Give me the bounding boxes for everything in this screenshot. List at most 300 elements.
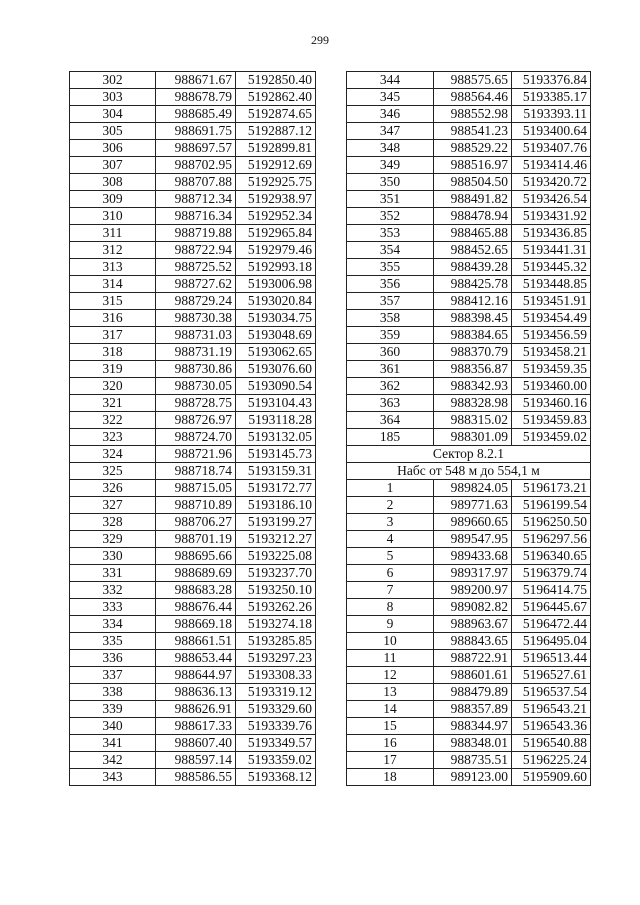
x-coordinate-cell: 988636.13 [156, 684, 236, 701]
point-number-cell: 13 [347, 684, 434, 701]
point-number-cell: 18 [347, 769, 434, 786]
y-coordinate-cell: 5193441.31 [512, 242, 591, 259]
point-number-cell: 356 [347, 276, 434, 293]
x-coordinate-cell: 988479.89 [434, 684, 512, 701]
y-coordinate-cell: 5193460.00 [512, 378, 591, 395]
x-coordinate-cell: 988412.16 [434, 293, 512, 310]
x-coordinate-cell: 988607.40 [156, 735, 236, 752]
point-number-cell: 12 [347, 667, 434, 684]
y-coordinate-cell: 5192979.46 [236, 242, 316, 259]
table-row [70, 650, 316, 667]
x-coordinate-cell: 988730.05 [156, 378, 236, 395]
table-row [347, 106, 591, 123]
y-coordinate-cell: 5193349.57 [236, 735, 316, 752]
y-coordinate-cell: 5193118.28 [236, 412, 316, 429]
table-row [347, 327, 591, 344]
y-coordinate-cell: 5192952.34 [236, 208, 316, 225]
x-coordinate-cell: 988575.65 [434, 72, 512, 89]
table-row [70, 667, 316, 684]
table-row [70, 310, 316, 327]
x-coordinate-cell: 988735.51 [434, 752, 512, 769]
y-coordinate-cell: 5193459.02 [512, 429, 591, 446]
table-row [70, 106, 316, 123]
table-row [70, 582, 316, 599]
x-coordinate-cell: 988722.94 [156, 242, 236, 259]
y-coordinate-cell: 5196495.04 [512, 633, 591, 650]
point-number-cell: 311 [70, 225, 156, 242]
x-coordinate-cell: 988702.95 [156, 157, 236, 174]
table-row [70, 633, 316, 650]
point-number-cell: 321 [70, 395, 156, 412]
point-number-cell: 350 [347, 174, 434, 191]
table-row [70, 276, 316, 293]
table-row [347, 429, 591, 446]
point-number-cell: 348 [347, 140, 434, 157]
x-coordinate-cell: 988695.66 [156, 548, 236, 565]
x-coordinate-cell: 988726.97 [156, 412, 236, 429]
y-coordinate-cell: 5193456.59 [512, 327, 591, 344]
x-coordinate-cell: 988504.50 [434, 174, 512, 191]
point-number-cell: 330 [70, 548, 156, 565]
y-coordinate-cell: 5193225.08 [236, 548, 316, 565]
y-coordinate-cell: 5193237.70 [236, 565, 316, 582]
table-row [70, 259, 316, 276]
table-row [347, 208, 591, 225]
table-row [347, 565, 591, 582]
y-coordinate-cell: 5193459.35 [512, 361, 591, 378]
table-row [70, 701, 316, 718]
table-row [347, 276, 591, 293]
point-number-cell: 328 [70, 514, 156, 531]
table-row [347, 72, 591, 89]
table-row [70, 208, 316, 225]
y-coordinate-cell: 5193448.85 [512, 276, 591, 293]
table-row [347, 769, 591, 786]
table-row [347, 735, 591, 752]
x-coordinate-cell: 988626.91 [156, 701, 236, 718]
point-number-cell: 351 [347, 191, 434, 208]
x-coordinate-cell: 988719.88 [156, 225, 236, 242]
y-coordinate-cell: 5193436.85 [512, 225, 591, 242]
table-row [347, 531, 591, 548]
y-coordinate-cell: 5193458.21 [512, 344, 591, 361]
table-row [70, 140, 316, 157]
section-header-row [347, 446, 591, 463]
table-row [70, 769, 316, 786]
point-number-cell: 344 [347, 72, 434, 89]
x-coordinate-cell: 988716.34 [156, 208, 236, 225]
table-row [70, 191, 316, 208]
x-coordinate-cell: 988617.33 [156, 718, 236, 735]
point-number-cell: 8 [347, 599, 434, 616]
y-coordinate-cell: 5193407.76 [512, 140, 591, 157]
point-number-cell: 10 [347, 633, 434, 650]
point-number-cell: 309 [70, 191, 156, 208]
point-number-cell: 336 [70, 650, 156, 667]
table-row [347, 259, 591, 276]
point-number-cell: 310 [70, 208, 156, 225]
y-coordinate-cell: 5193414.46 [512, 157, 591, 174]
y-coordinate-cell: 5193319.12 [236, 684, 316, 701]
table-row [70, 361, 316, 378]
y-coordinate-cell: 5193048.69 [236, 327, 316, 344]
point-number-cell: 14 [347, 701, 434, 718]
y-coordinate-cell: 5196472.44 [512, 616, 591, 633]
y-coordinate-cell: 5196543.21 [512, 701, 591, 718]
y-coordinate-cell: 5193172.77 [236, 480, 316, 497]
x-coordinate-cell: 988718.74 [156, 463, 236, 480]
table-row [347, 684, 591, 701]
x-coordinate-cell: 988724.70 [156, 429, 236, 446]
y-coordinate-cell: 5192850.40 [236, 72, 316, 89]
table-row [70, 395, 316, 412]
table-row [347, 293, 591, 310]
table-row [347, 378, 591, 395]
table-row [70, 412, 316, 429]
table-row [70, 293, 316, 310]
x-coordinate-cell: 989547.95 [434, 531, 512, 548]
point-number-cell: 313 [70, 259, 156, 276]
y-coordinate-cell: 5192862.40 [236, 89, 316, 106]
x-coordinate-cell: 988843.65 [434, 633, 512, 650]
x-coordinate-cell: 988701.19 [156, 531, 236, 548]
y-coordinate-cell: 5193420.72 [512, 174, 591, 191]
table-row [70, 565, 316, 582]
y-coordinate-cell: 5196540.88 [512, 735, 591, 752]
point-number-cell: 6 [347, 565, 434, 582]
x-coordinate-cell: 989200.97 [434, 582, 512, 599]
table-row [347, 123, 591, 140]
table-row [347, 752, 591, 769]
table-row [70, 463, 316, 480]
y-coordinate-cell: 5196414.75 [512, 582, 591, 599]
point-number-cell: 17 [347, 752, 434, 769]
point-number-cell: 334 [70, 616, 156, 633]
y-coordinate-cell: 5196527.61 [512, 667, 591, 684]
point-number-cell: 9 [347, 616, 434, 633]
x-coordinate-cell: 988301.09 [434, 429, 512, 446]
y-coordinate-cell: 5192993.18 [236, 259, 316, 276]
x-coordinate-cell: 988529.22 [434, 140, 512, 157]
table-row [70, 378, 316, 395]
table-row [70, 446, 316, 463]
table-row [347, 667, 591, 684]
y-coordinate-cell: 5193393.11 [512, 106, 591, 123]
table-row [70, 157, 316, 174]
table-row [347, 616, 591, 633]
x-coordinate-cell: 988552.98 [434, 106, 512, 123]
table-row [70, 89, 316, 106]
y-coordinate-cell: 5193359.02 [236, 752, 316, 769]
point-number-cell: 333 [70, 599, 156, 616]
table-row [347, 599, 591, 616]
point-number-cell: 11 [347, 650, 434, 667]
x-coordinate-cell: 988541.23 [434, 123, 512, 140]
point-number-cell: 325 [70, 463, 156, 480]
y-coordinate-cell: 5192965.84 [236, 225, 316, 242]
point-number-cell: 339 [70, 701, 156, 718]
table-row [70, 599, 316, 616]
x-coordinate-cell: 988586.55 [156, 769, 236, 786]
point-number-cell: 362 [347, 378, 434, 395]
y-coordinate-cell: 5196543.36 [512, 718, 591, 735]
point-number-cell: 307 [70, 157, 156, 174]
table-row [347, 412, 591, 429]
x-coordinate-cell: 988348.01 [434, 735, 512, 752]
y-coordinate-cell: 5193297.23 [236, 650, 316, 667]
coordinates-table-left [69, 71, 316, 786]
x-coordinate-cell: 988601.61 [434, 667, 512, 684]
x-coordinate-cell: 988731.19 [156, 344, 236, 361]
x-coordinate-cell: 988963.67 [434, 616, 512, 633]
x-coordinate-cell: 988730.38 [156, 310, 236, 327]
point-number-cell: 7 [347, 582, 434, 599]
table-row [70, 684, 316, 701]
x-coordinate-cell: 989660.65 [434, 514, 512, 531]
x-coordinate-cell: 988344.97 [434, 718, 512, 735]
y-coordinate-cell: 5193132.05 [236, 429, 316, 446]
point-number-cell: 352 [347, 208, 434, 225]
point-number-cell: 359 [347, 327, 434, 344]
y-coordinate-cell: 5193368.12 [236, 769, 316, 786]
x-coordinate-cell: 988439.28 [434, 259, 512, 276]
y-coordinate-cell: 5196537.54 [512, 684, 591, 701]
point-number-cell: 349 [347, 157, 434, 174]
x-coordinate-cell: 988706.27 [156, 514, 236, 531]
point-number-cell: 326 [70, 480, 156, 497]
x-coordinate-cell: 988370.79 [434, 344, 512, 361]
x-coordinate-cell: 988683.28 [156, 582, 236, 599]
x-coordinate-cell: 988356.87 [434, 361, 512, 378]
point-number-cell: 345 [347, 89, 434, 106]
section-header-row [347, 463, 591, 480]
point-number-cell: 185 [347, 429, 434, 446]
table-row [70, 514, 316, 531]
x-coordinate-cell: 988671.67 [156, 72, 236, 89]
x-coordinate-cell: 988710.89 [156, 497, 236, 514]
y-coordinate-cell: 5196199.54 [512, 497, 591, 514]
x-coordinate-cell: 988691.75 [156, 123, 236, 140]
table-row [347, 225, 591, 242]
table-row [347, 633, 591, 650]
x-coordinate-cell: 988721.96 [156, 446, 236, 463]
point-number-cell: 3 [347, 514, 434, 531]
y-coordinate-cell: 5193451.91 [512, 293, 591, 310]
point-number-cell: 306 [70, 140, 156, 157]
x-coordinate-cell: 989824.05 [434, 480, 512, 497]
x-coordinate-cell: 988676.44 [156, 599, 236, 616]
y-coordinate-cell: 5193186.10 [236, 497, 316, 514]
table-row [70, 344, 316, 361]
table-row [70, 735, 316, 752]
point-number-cell: 317 [70, 327, 156, 344]
x-coordinate-cell: 988384.65 [434, 327, 512, 344]
point-number-cell: 314 [70, 276, 156, 293]
point-number-cell: 5 [347, 548, 434, 565]
point-number-cell: 320 [70, 378, 156, 395]
y-coordinate-cell: 5193034.75 [236, 310, 316, 327]
y-coordinate-cell: 5193454.49 [512, 310, 591, 327]
y-coordinate-cell: 5193274.18 [236, 616, 316, 633]
y-coordinate-cell: 5192887.12 [236, 123, 316, 140]
y-coordinate-cell: 5193285.85 [236, 633, 316, 650]
x-coordinate-cell: 988712.34 [156, 191, 236, 208]
table-row [347, 310, 591, 327]
y-coordinate-cell: 5192874.65 [236, 106, 316, 123]
table-row [70, 429, 316, 446]
x-coordinate-cell: 988661.51 [156, 633, 236, 650]
x-coordinate-cell: 988478.94 [434, 208, 512, 225]
y-coordinate-cell: 5193262.26 [236, 599, 316, 616]
y-coordinate-cell: 5193385.17 [512, 89, 591, 106]
point-number-cell: 343 [70, 769, 156, 786]
point-number-cell: 305 [70, 123, 156, 140]
x-coordinate-cell: 989433.68 [434, 548, 512, 565]
point-number-cell: 1 [347, 480, 434, 497]
y-coordinate-cell: 5193431.92 [512, 208, 591, 225]
table-row [347, 395, 591, 412]
y-coordinate-cell: 5196173.21 [512, 480, 591, 497]
point-number-cell: 329 [70, 531, 156, 548]
x-coordinate-cell: 988653.44 [156, 650, 236, 667]
coordinates-table-right [346, 71, 591, 786]
point-number-cell: 341 [70, 735, 156, 752]
x-coordinate-cell: 988707.88 [156, 174, 236, 191]
x-coordinate-cell: 988697.57 [156, 140, 236, 157]
y-coordinate-cell: 5196379.74 [512, 565, 591, 582]
y-coordinate-cell: 5193400.64 [512, 123, 591, 140]
point-number-cell: 16 [347, 735, 434, 752]
point-number-cell: 316 [70, 310, 156, 327]
x-coordinate-cell: 988729.24 [156, 293, 236, 310]
y-coordinate-cell: 5193376.84 [512, 72, 591, 89]
x-coordinate-cell: 988689.69 [156, 565, 236, 582]
y-coordinate-cell: 5193020.84 [236, 293, 316, 310]
x-coordinate-cell: 988425.78 [434, 276, 512, 293]
point-number-cell: 353 [347, 225, 434, 242]
point-number-cell: 364 [347, 412, 434, 429]
point-number-cell: 15 [347, 718, 434, 735]
y-coordinate-cell: 5196225.24 [512, 752, 591, 769]
y-coordinate-cell: 5192925.75 [236, 174, 316, 191]
y-coordinate-cell: 5196340.65 [512, 548, 591, 565]
point-number-cell: 337 [70, 667, 156, 684]
point-number-cell: 322 [70, 412, 156, 429]
point-number-cell: 360 [347, 344, 434, 361]
table-row [347, 582, 591, 599]
y-coordinate-cell: 5192899.81 [236, 140, 316, 157]
point-number-cell: 4 [347, 531, 434, 548]
y-coordinate-cell: 5193159.31 [236, 463, 316, 480]
point-number-cell: 302 [70, 72, 156, 89]
table-row [347, 480, 591, 497]
point-number-cell: 355 [347, 259, 434, 276]
x-coordinate-cell: 988516.97 [434, 157, 512, 174]
table-row [70, 752, 316, 769]
table-row [347, 191, 591, 208]
point-number-cell: 342 [70, 752, 156, 769]
y-coordinate-cell: 5196297.56 [512, 531, 591, 548]
x-coordinate-cell: 988342.93 [434, 378, 512, 395]
page-number: 299 [311, 33, 329, 47]
y-coordinate-cell: 5193090.54 [236, 378, 316, 395]
table-row [347, 89, 591, 106]
table-row [70, 531, 316, 548]
y-coordinate-cell: 5193062.65 [236, 344, 316, 361]
table-row [347, 718, 591, 735]
y-coordinate-cell: 5196513.44 [512, 650, 591, 667]
x-coordinate-cell: 989123.00 [434, 769, 512, 786]
table-row [70, 72, 316, 89]
table-row [347, 650, 591, 667]
table-row [70, 123, 316, 140]
table-row [70, 174, 316, 191]
point-number-cell: 331 [70, 565, 156, 582]
x-coordinate-cell: 988727.62 [156, 276, 236, 293]
x-coordinate-cell: 988730.86 [156, 361, 236, 378]
point-number-cell: 318 [70, 344, 156, 361]
x-coordinate-cell: 988465.88 [434, 225, 512, 242]
point-number-cell: 361 [347, 361, 434, 378]
y-coordinate-cell: 5196250.50 [512, 514, 591, 531]
point-number-cell: 308 [70, 174, 156, 191]
table-row [70, 548, 316, 565]
x-coordinate-cell: 988491.82 [434, 191, 512, 208]
point-number-cell: 2 [347, 497, 434, 514]
point-number-cell: 346 [347, 106, 434, 123]
x-coordinate-cell: 988725.52 [156, 259, 236, 276]
point-number-cell: 354 [347, 242, 434, 259]
y-coordinate-cell: 5193459.83 [512, 412, 591, 429]
table-row [70, 718, 316, 735]
y-coordinate-cell: 5193339.76 [236, 718, 316, 735]
y-coordinate-cell: 5193199.27 [236, 514, 316, 531]
y-coordinate-cell: 5195909.60 [512, 769, 591, 786]
table-row [347, 157, 591, 174]
y-coordinate-cell: 5193104.43 [236, 395, 316, 412]
x-coordinate-cell: 988398.45 [434, 310, 512, 327]
y-coordinate-cell: 5193460.16 [512, 395, 591, 412]
table-row [347, 701, 591, 718]
point-number-cell: 347 [347, 123, 434, 140]
point-number-cell: 335 [70, 633, 156, 650]
table-row [70, 616, 316, 633]
x-coordinate-cell: 988731.03 [156, 327, 236, 344]
y-coordinate-cell: 5196445.67 [512, 599, 591, 616]
x-coordinate-cell: 988357.89 [434, 701, 512, 718]
table-row [347, 514, 591, 531]
y-coordinate-cell: 5193329.60 [236, 701, 316, 718]
y-coordinate-cell: 5192912.69 [236, 157, 316, 174]
point-number-cell: 304 [70, 106, 156, 123]
x-coordinate-cell: 988597.14 [156, 752, 236, 769]
x-coordinate-cell: 988715.05 [156, 480, 236, 497]
y-coordinate-cell: 5193426.54 [512, 191, 591, 208]
table-row [347, 548, 591, 565]
point-number-cell: 357 [347, 293, 434, 310]
x-coordinate-cell: 988644.97 [156, 667, 236, 684]
sector-title: Сектор 8.2.1 [347, 446, 591, 463]
point-number-cell: 319 [70, 361, 156, 378]
y-coordinate-cell: 5192938.97 [236, 191, 316, 208]
y-coordinate-cell: 5193145.73 [236, 446, 316, 463]
point-number-cell: 363 [347, 395, 434, 412]
y-coordinate-cell: 5193076.60 [236, 361, 316, 378]
x-coordinate-cell: 989317.97 [434, 565, 512, 582]
y-coordinate-cell: 5193308.33 [236, 667, 316, 684]
point-number-cell: 324 [70, 446, 156, 463]
point-number-cell: 323 [70, 429, 156, 446]
